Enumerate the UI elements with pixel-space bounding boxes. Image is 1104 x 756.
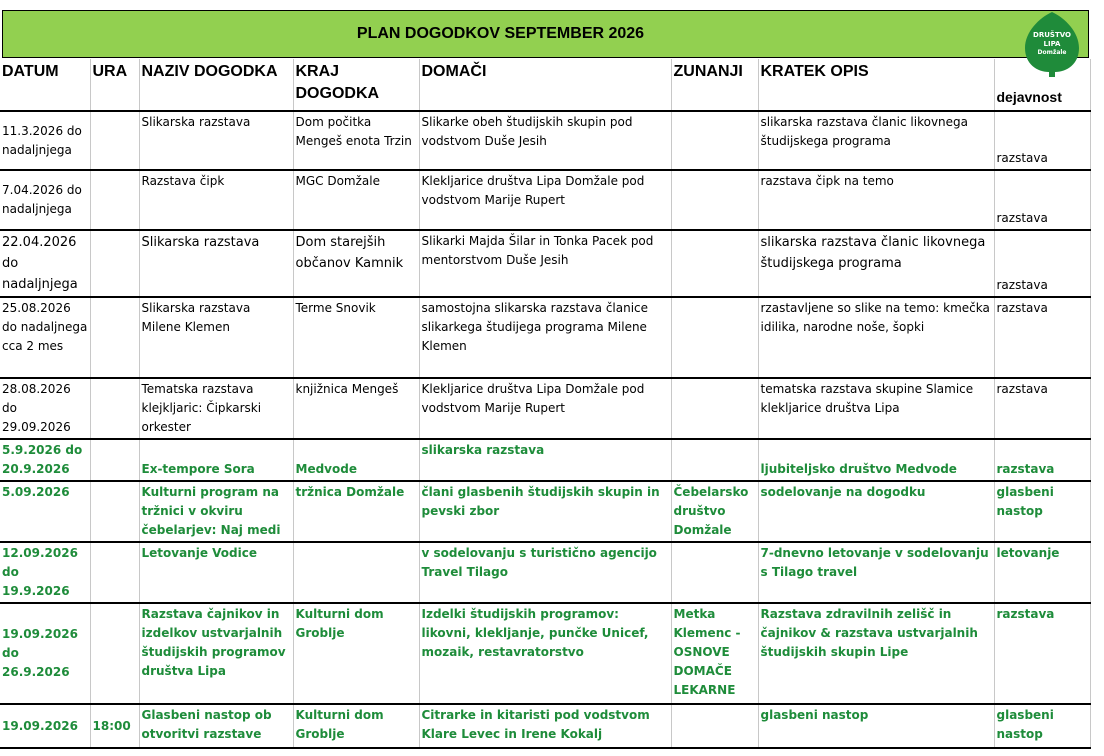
logo-line3: Domžale xyxy=(1037,49,1067,56)
cell-zunanji xyxy=(671,542,758,603)
cell-domaci: člani glasbenih študijskih skupin in pevski zbor xyxy=(419,481,671,542)
cell-datum: 5.09.2026 xyxy=(0,481,90,542)
cell-ura xyxy=(90,378,139,439)
cell-kraj: Kulturni dom Groblje xyxy=(293,603,419,704)
cell-zunanji: Metka Klemenc - OSNOVE DOMAČE LEKARNE xyxy=(671,603,758,704)
col-header-kraj: KRAJ DOGODKA xyxy=(293,59,419,111)
table-row xyxy=(0,230,1090,297)
cell-opis: rzastavljene so slike na temo: kmečka idilika, narodne noše, šopki xyxy=(758,297,994,378)
col-header-datum: DATUM xyxy=(0,59,90,111)
cell-naziv: Kulturni program na tržnici v okviru čebelarjev: Naj medi xyxy=(139,481,293,542)
cell-naziv: Razstava čajnikov in izdelkov ustvarjalnih študijskih programov društva Lipa xyxy=(139,603,293,704)
table-row xyxy=(0,481,1090,542)
header-row xyxy=(0,59,1090,111)
cell-datum: 19.09.2026 xyxy=(0,704,90,748)
cell-opis: ljubiteljsko društvo Medvode xyxy=(758,439,994,481)
cell-ura xyxy=(90,297,139,378)
cell-dejavnost: razstava xyxy=(994,297,1090,378)
cell-dejavnost: letovanje xyxy=(994,542,1090,603)
col-header-naziv: NAZIV DOGODKA xyxy=(139,59,293,111)
cell-zunanji xyxy=(671,439,758,481)
col-header-zunanji: ZUNANJI xyxy=(671,59,758,111)
cell-dejavnost: razstava xyxy=(994,378,1090,439)
cell-domaci: Citrarke in kitaristi pod vodstvom Klare Levec in Irene Kokalj xyxy=(419,704,671,748)
cell-domaci: slikarska razstava xyxy=(419,439,671,481)
cell-opis: slikarska razstava članic likovnega študijskega programa xyxy=(758,111,994,170)
cell-datum: 7.04.2026 do nadaljnjega xyxy=(0,170,90,230)
cell-opis: glasbeni nastop xyxy=(758,704,994,748)
cell-naziv: Slikarska razstava xyxy=(139,111,293,170)
cell-datum: 25.08.2026 do nadaljnega cca 2 mes xyxy=(0,297,90,378)
cell-ura xyxy=(90,230,139,297)
cell-opis: 7-dnevno letovanje v sodelovanju s Tilago travel xyxy=(758,542,994,603)
table-row xyxy=(0,111,1090,170)
cell-naziv: Razstava čipk xyxy=(139,170,293,230)
col-header-ura: URA xyxy=(90,59,139,111)
cell-opis: tematska razstava skupine Slamice klekljarice društva Lipa xyxy=(758,378,994,439)
col-header-domaci: DOMAČI xyxy=(419,59,671,111)
cell-ura xyxy=(90,603,139,704)
cell-naziv: Letovanje Vodice xyxy=(139,542,293,603)
cell-domaci: Klekljarice društva Lipa Domžale pod vodstvom Marije Rupert xyxy=(419,378,671,439)
cell-domaci: Klekljarice društva Lipa Domžale pod vodstvom Marije Rupert xyxy=(419,170,671,230)
cell-dejavnost: razstava xyxy=(994,230,1090,297)
cell-zunanji xyxy=(671,230,758,297)
cell-dejavnost: razstava xyxy=(994,439,1090,481)
cell-datum: 22.04.2026 do nadaljnjega xyxy=(0,230,90,297)
cell-zunanji xyxy=(671,378,758,439)
cell-ura xyxy=(90,170,139,230)
cell-kraj: Medvode xyxy=(293,439,419,481)
cell-datum: 19.09.2026 do 26.9.2026 xyxy=(0,603,90,704)
page-title: PLAN DOGODKOV SEPTEMBER 2026 xyxy=(356,25,645,42)
cell-dejavnost: razstava xyxy=(994,111,1090,170)
col-header-dejavnost: dejavnost xyxy=(994,59,1090,111)
cell-zunanji xyxy=(671,111,758,170)
cell-kraj: Terme Snovik xyxy=(293,297,419,378)
cell-domaci: Slikarke obeh študijskih skupin pod vodstvom Duše Jesih xyxy=(419,111,671,170)
logo-line2: LIPA xyxy=(1043,40,1061,48)
cell-dejavnost: glasbeni nastop xyxy=(994,704,1090,748)
table-row xyxy=(0,542,1090,603)
cell-dejavnost: razstava xyxy=(994,170,1090,230)
cell-opis: slikarska razstava članic likovnega študijskega programa xyxy=(758,230,994,297)
cell-domaci: Izdelki študijskih programov: likovni, klekljanje, punčke Unicef, mozaik, restavratorstvo xyxy=(419,603,671,704)
cell-ura xyxy=(90,542,139,603)
cell-kraj: Dom počitka Mengeš enota Trzin xyxy=(293,111,419,170)
cell-kraj: tržnica Domžale xyxy=(293,481,419,542)
table-row xyxy=(0,704,1090,748)
col-header-opis: KRATEK OPIS xyxy=(758,59,994,111)
cell-opis: sodelovanje na dogodku xyxy=(758,481,994,542)
events-table xyxy=(0,59,1091,749)
cell-datum: 28.08.2026 do 29.09.2026 xyxy=(0,378,90,439)
cell-kraj: Kulturni dom Groblje xyxy=(293,704,419,748)
table-row xyxy=(0,378,1090,439)
cell-ura: 18:00 xyxy=(90,704,139,748)
logo-line1: DRUŠTVO xyxy=(1033,31,1071,39)
cell-datum: 5.9.2026 do 20.9.2026 xyxy=(0,439,90,481)
cell-domaci: samostojna slikarska razstava članice slikarkega študijega programa Milene Klemen xyxy=(419,297,671,378)
cell-naziv: Slikarska razstava Milene Klemen xyxy=(139,297,293,378)
cell-dejavnost: razstava xyxy=(994,603,1090,704)
table-row xyxy=(0,297,1090,378)
title-bar xyxy=(2,10,1089,58)
cell-kraj: MGC Domžale xyxy=(293,170,419,230)
cell-kraj: Dom starejših občanov Kamnik xyxy=(293,230,419,297)
cell-opis: Razstava zdravilnih zelišč in čajnikov & razstava ustvarjalnih študijskih skupin Lipe xyxy=(758,603,994,704)
cell-ura xyxy=(90,111,139,170)
cell-naziv: Ex-tempore Sora xyxy=(139,439,293,481)
cell-domaci: v sodelovanju s turistično agencijo Travel Tilago xyxy=(419,542,671,603)
table-row xyxy=(0,439,1090,481)
cell-zunanji xyxy=(671,170,758,230)
cell-domaci: Slikarki Majda Šilar in Tonka Pacek pod mentorstvom Duše Jesih xyxy=(419,230,671,297)
cell-kraj xyxy=(293,542,419,603)
cell-ura xyxy=(90,481,139,542)
table-row xyxy=(0,170,1090,230)
cell-naziv: Glasbeni nastop ob otvoritvi razstave xyxy=(139,704,293,748)
cell-zunanji xyxy=(671,297,758,378)
cell-kraj: knjižnica Mengeš xyxy=(293,378,419,439)
cell-ura xyxy=(90,439,139,481)
table-row xyxy=(0,603,1090,704)
cell-naziv: Tematska razstava klejkljaric: Čipkarski orkester xyxy=(139,378,293,439)
cell-zunanji xyxy=(671,704,758,748)
cell-datum: 12.09.2026 do 19.9.2026 xyxy=(0,542,90,603)
cell-zunanji: Čebelarsko društvo Domžale xyxy=(671,481,758,542)
cell-opis: razstava čipk na temo xyxy=(758,170,994,230)
cell-dejavnost: glasbeni nastop xyxy=(994,481,1090,542)
cell-naziv: Slikarska razstava xyxy=(139,230,293,297)
cell-datum: 11.3.2026 do nadaljnjega xyxy=(0,111,90,170)
